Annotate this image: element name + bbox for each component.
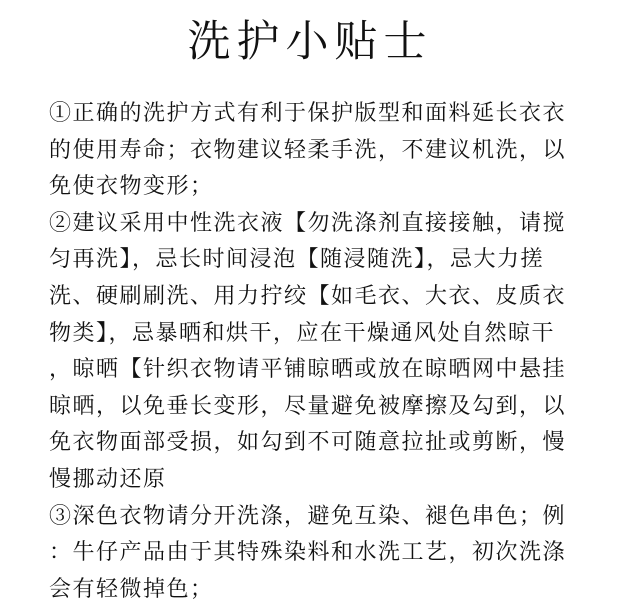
text-line: 物类】，忌暴晒和烘干，应在干燥通风处自然晾干 [49, 320, 556, 346]
care-tips-body [49, 96, 589, 608]
text-line: 匀再洗】，忌长时间浸泡【随浸随洗】，忌大力搓 [49, 247, 545, 273]
text-line: 免使衣物变形； [49, 174, 214, 200]
text-line: ②建议采用中性洗衣液【勿洗涤剂直接接触，请搅 [49, 210, 567, 236]
text-line: ①正确的洗护方式有利于保护版型和面料延长衣衣 [49, 101, 567, 126]
text-line: 慢挪动还原 [49, 466, 167, 492]
text-line: 晾晒，以免垂长变形，尽量避免被摩擦及勾到，以 [49, 393, 567, 419]
text-line: 洗、硬刷刷洗、用力拧绞【如毛衣、大衣、皮质衣 [49, 283, 567, 309]
text-line: 的使用寿命；衣物建议轻柔手洗，不建议机洗，以 [49, 137, 567, 163]
text-line: ：牛仔产品由于其特殊染料和水洗工艺，初次洗涤 [49, 540, 567, 566]
text-line: ，晾晒【针织衣物请平铺晾晒或放在晾晒网中悬挂 [49, 357, 567, 383]
text-line: 免衣物面部受损，如勾到不可随意拉扯或剪断，慢 [49, 430, 567, 456]
page-title: 洗护小贴士 [187, 17, 433, 67]
text-line: ③深色衣物请分开洗涤，避免互染、褪色串色；例 [49, 503, 567, 529]
text-line: 会有轻微掉色； [49, 576, 214, 602]
